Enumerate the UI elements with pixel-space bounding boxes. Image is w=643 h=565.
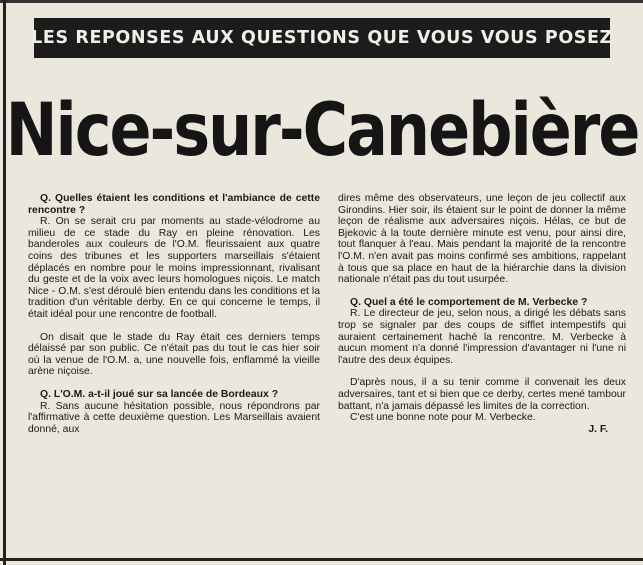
- paragraph-correction: D'après nous, il a su tenir comme il convenait les deux adversaires, tant et si bien que ce derby, certes mené tambour battant, n'a jamais dépassé les limites de la correction.: [338, 377, 626, 412]
- answer-3: R. Le directeur de jeu, selon nous, a dirigé les débats sans trop se signaler par des coups de sifflet intempestifs qui auraient certainement haché la rencontre. M. Verbecke à aucun moment n'a donné l'impression d'avantager ni l'une ni l'autre des deux équipes.: [338, 308, 626, 366]
- headline-text: Nice-sur-Canebière: [5, 85, 639, 173]
- answer-1: R. On se serait cru par moments au stade-vélodrome au milieu de ce stade du Ray en pleine rénovation. Les banderoles aux couleurs de l'O.M. fleurissaient aux quatre coins des tribunes et les supporters marseillais s'étaient déplacés en nombre pour le moins impressionnant, rivalisant du geste et de la voix avec leurs homologues niçois. Le match Nice - O.M. s'est déroulé bien entendu dans les conditions et la tradition d'un véritable derby. En ce qui concerne le temps, il était idéal pour une rencontre de football.: [28, 216, 320, 320]
- question-2: Q. L'O.M. a-t-il joué sur sa lancée de Bordeaux ?: [40, 388, 279, 400]
- headline: [5, 85, 639, 173]
- left-border: [3, 0, 6, 565]
- article-column-left: [28, 193, 320, 435]
- banner-title: LES REPONSES AUX QUESTIONS QUE VOUS VOUS POSEZ: [31, 28, 613, 48]
- bottom-border: [0, 558, 643, 561]
- paragraph-stade-du-ray: On disait que le stade du Ray était ces derniers temps délaissé par son public. Ce n'était pas du tout le cas hier soir où la venue de l'O.M. a, une nouvelle fois, enflammé la vieille arène niçoise.: [28, 331, 320, 378]
- author-signature: J. F.: [588, 423, 608, 435]
- article-column-right: [338, 193, 626, 435]
- answer-2: R. Sans aucune hésitation possible, nous répondrons par l'affirmative à cette deuxième question. Les Marseillais avaient donné, aux: [28, 400, 320, 435]
- question-3: Q. Quel a été le comportement de M. Verbecke ?: [350, 296, 588, 308]
- top-border: [0, 0, 643, 3]
- paragraph-bonne-note: C'est une bonne note pour M. Verbecke.: [350, 412, 536, 424]
- section-banner: [31, 18, 613, 58]
- answer-2-continued: dires même des observateurs, une leçon de jeu collectif aux Girondins. Hier soir, ils étaient sur le point de donner la même leçon de réalisme aux adversaires niçois. Hélas, ce but de Bjekovic à la toute dernière minute est venu, pour ainsi dire, tout flanquer à l'eau. Mais pendant la majorité de la rencontre l'O.M. n'en avait pas moins confirmé ses ambitions, rappelant à tous que sa place en haut de la hiérarchie dans la division nationale n'était pas du tout usurpée.: [338, 193, 626, 286]
- question-1: Q. Quelles étaient les conditions et l'ambiance de cette rencontre ?: [28, 193, 320, 216]
